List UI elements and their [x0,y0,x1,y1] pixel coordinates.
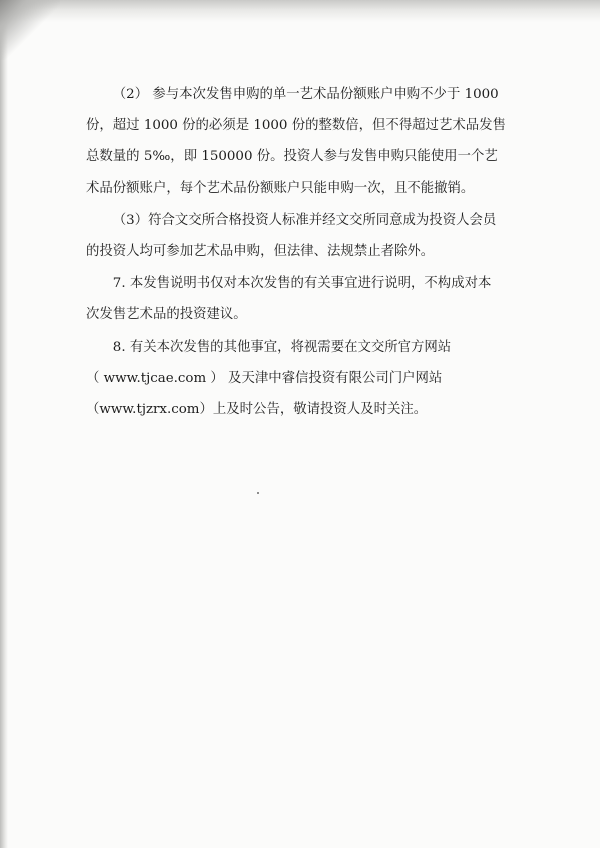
paragraph-item-2 [86,79,524,204]
scan-shadow-left [0,0,8,848]
scan-shadow-top [0,0,600,22]
scan-speck [257,492,259,494]
paragraph-line: 8. 有关本次发售的其他事宜，将视需要在文交所官方网站 [112,339,452,355]
paragraph-line: （3）符合文交所合格投资人标准并经文交所同意成为投资人会员 [112,212,497,228]
paragraph-line: （ www.tjcae.com ） 及天津中睿信投资有限公司门户网站 [86,370,443,386]
paragraph-line: 次发售艺术品的投资建议。 [86,307,247,323]
paragraph-item-8 [86,332,524,426]
paragraph-item-3 [86,205,524,267]
paragraph-line: 7. 本发售说明书仅对本次发售的有关事宜进行说明，不构成对本 [112,276,492,292]
scan-corner-shadow [0,0,60,60]
document-body [86,79,524,425]
paragraph-line: 总数量的 5‰，即 150000 份。投资人参与发售申购只能使用一个艺 [86,149,498,165]
paragraph-line: 份，超过 1000 份的必须是 1000 份的整数倍，但不得超过艺术品发售 [86,118,506,134]
paragraph-line: （2） 参与本次发售申购的单一艺术品份额账户申购不少于 1000 [112,87,499,102]
paragraph-line: 术品份额账户，每个艺术品份额账户只能申购一次，且不能撤销。 [86,180,475,196]
paragraph-line: （www.tjzrx.com）上及时公告，敬请投资人及时关注。 [86,402,428,418]
paragraph-line: 的投资人均可参加艺术品申购，但法律、法规禁止者除外。 [86,244,435,260]
paragraph-item-7 [86,268,524,330]
